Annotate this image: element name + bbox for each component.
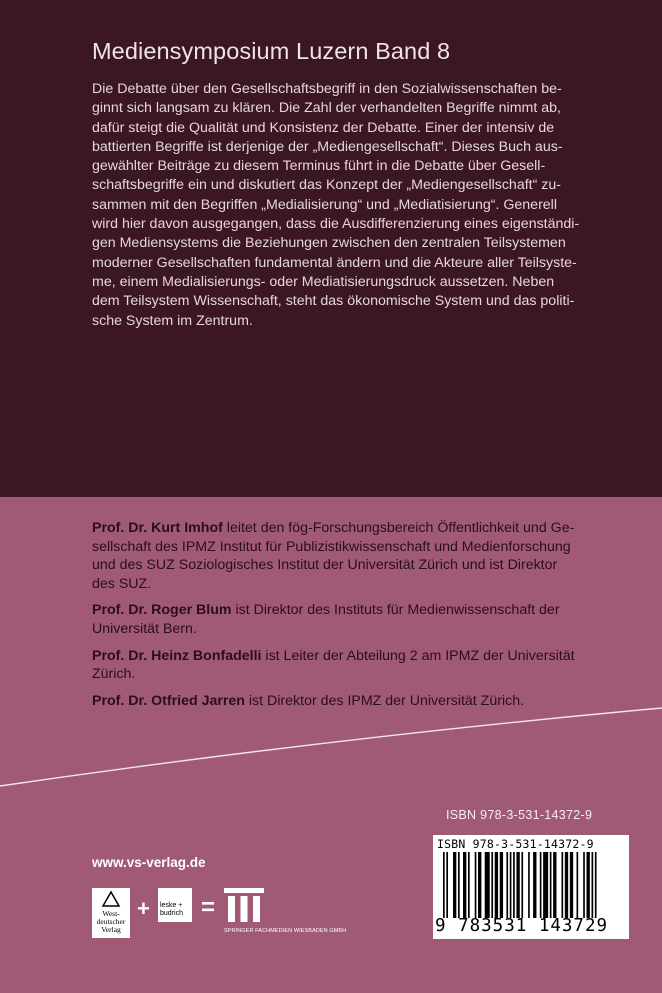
description-line: dem Teilsystem Wissenschaft, steht das ökonomische System und das politi- bbox=[92, 293, 575, 310]
wdv-text: Verlag bbox=[101, 925, 121, 934]
leske-text: leske + bbox=[160, 902, 183, 909]
wdv-text: West- bbox=[102, 909, 120, 918]
bio-bonfadelli bbox=[92, 647, 622, 684]
description-line: wird hier davon ausgegangen, dass die Ausdifferenzierung eines eigenständi- bbox=[92, 216, 580, 233]
leske-budrich-logo bbox=[158, 888, 192, 922]
bio-text: und des SUZ Soziologisches Institut der Universität Zürich und ist Direktor bbox=[92, 557, 558, 574]
book-description bbox=[92, 80, 612, 331]
publisher-logos bbox=[92, 886, 392, 946]
bio-text: ist Direktor des IPMZ der Universität Zürich. bbox=[244, 692, 525, 709]
bio-text: ist Direktor des Instituts für Medienwissenschaft der bbox=[231, 602, 560, 619]
author-name: Prof. Dr. Roger Blum bbox=[92, 602, 232, 619]
wdv-text: deutscher bbox=[96, 917, 126, 926]
description-line: Die Debatte über den Gesellschaftsbegriff in den Sozialwissenschaften be- bbox=[92, 81, 562, 97]
bio-text: leitet den fög-Forschungsbereich Öffentlichkeit und Ge- bbox=[222, 520, 575, 536]
description-line: gewählter Beiträge zu diesem Terminus führt in die Debatte über Gesell- bbox=[92, 158, 546, 175]
website-url[interactable]: www.vs-verlag.de bbox=[92, 855, 206, 870]
description-line: me, einem Medialisierungs- oder Mediatisierungsdruck aussetzen. Neben bbox=[92, 273, 555, 290]
description-line: schaftsbegriffe ein und diskutiert das Konzept der „Mediengesellschaft“ zu- bbox=[92, 177, 561, 194]
isbn-label: ISBN 978-3-531-14372-9 bbox=[446, 808, 593, 822]
bio-text: ist Leiter der Abteilung 2 am IPMZ der Universität bbox=[261, 647, 575, 664]
description-line: sammen mit den Begriffen „Medialisierung“ und „Mediatisierung“. Generell bbox=[92, 196, 557, 213]
westdeutscher-verlag-logo bbox=[92, 888, 130, 938]
barcode-bars bbox=[443, 852, 621, 918]
bio-text: sellschaft des IPMZ Institut für Publizistikwissenschaft und Medienforschung bbox=[92, 538, 571, 555]
description-line: gen Mediensystems die Beziehungen zwischen den zentralen Teilsystemen bbox=[92, 235, 566, 252]
barcode bbox=[433, 835, 629, 939]
bio-text: des SUZ. bbox=[92, 575, 152, 592]
author-name: Prof. Dr. Heinz Bonfadelli bbox=[92, 647, 262, 664]
author-name: Prof. Dr. Otfried Jarren bbox=[92, 692, 245, 709]
plus-sign: + bbox=[137, 896, 150, 921]
author-name: Prof. Dr. Kurt Imhof bbox=[92, 520, 223, 536]
series-title: Mediensymposium Luzern Band 8 bbox=[92, 38, 451, 64]
barcode-digits: 9 783531 143729 bbox=[435, 916, 609, 936]
barcode-isbn-text: ISBN 978-3-531-14372-9 bbox=[437, 837, 594, 851]
bio-imhof bbox=[92, 519, 622, 593]
decorative-curve bbox=[0, 700, 662, 800]
wdv-emblem-icon bbox=[101, 890, 121, 908]
description-line: battierten Begriffe ist derjenige der „Mediengesellschaft“. Dieses Buch aus- bbox=[92, 138, 563, 155]
description-line: ginnt sich langsam zu klären. Die Zahl der verhandelten Begriffe nimmt ab, bbox=[92, 100, 561, 117]
author-bios bbox=[92, 519, 622, 718]
description-line: dafür steigt die Qualität und Konsistenz der Debatte. Einer der intensiv de bbox=[92, 119, 555, 136]
bio-blum bbox=[92, 601, 622, 638]
equals-sign: = bbox=[201, 894, 216, 921]
springer-caption: SPRINGER FACHMEDIEN WIESBADEN GMBH bbox=[224, 928, 347, 934]
bio-text: Zürich. bbox=[92, 666, 136, 683]
budrich-text: budrich bbox=[160, 910, 183, 917]
springer-logo-icon bbox=[224, 888, 264, 922]
description-line: sche System im Zentrum. bbox=[92, 312, 253, 329]
bio-text: Universität Bern. bbox=[92, 620, 197, 637]
description-line: moderner Gesellschaften fundamental ändern und die Akteure aller Teilsyste- bbox=[92, 254, 577, 271]
